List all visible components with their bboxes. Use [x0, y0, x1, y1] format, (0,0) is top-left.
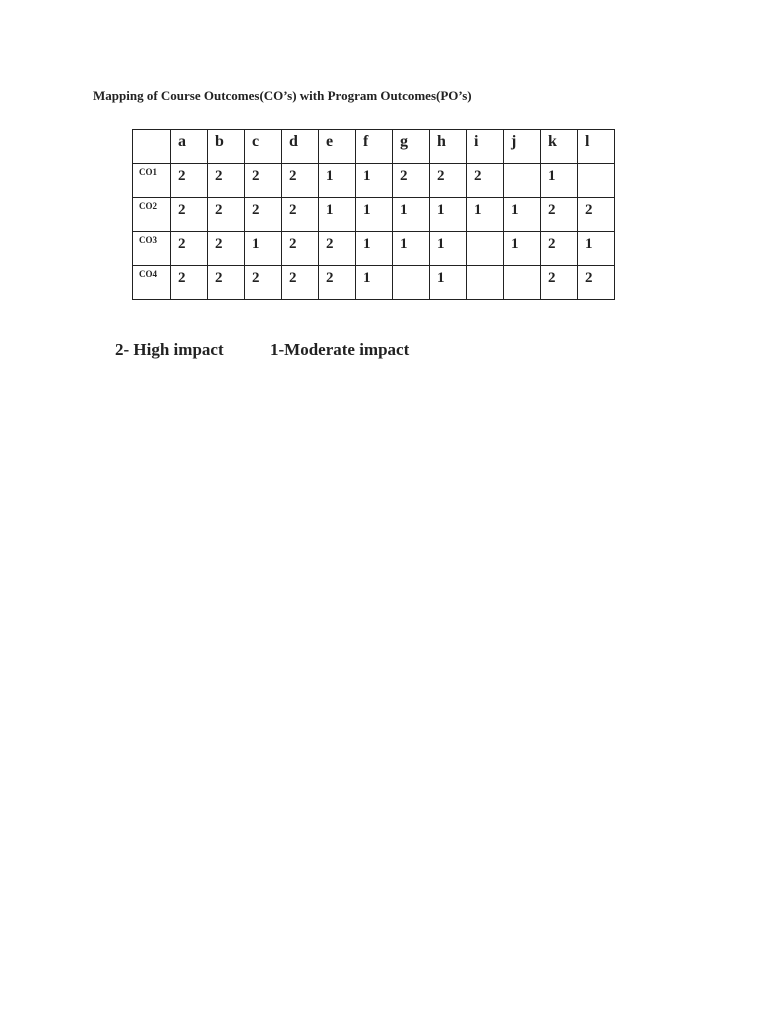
table-cell: 1	[504, 198, 541, 232]
table-cell: 2	[541, 232, 578, 266]
table-cell	[504, 164, 541, 198]
table-row	[133, 232, 615, 266]
table-cell: 2	[282, 266, 319, 300]
table-cell: 1	[430, 232, 467, 266]
table-cell: 1	[356, 232, 393, 266]
column-header: i	[467, 130, 504, 164]
table-cell: 2	[171, 164, 208, 198]
table-cell: 2	[430, 164, 467, 198]
table-cell: 2	[208, 266, 245, 300]
table-cell: 2	[171, 266, 208, 300]
column-header: d	[282, 130, 319, 164]
table-cell: 2	[282, 164, 319, 198]
column-header: k	[541, 130, 578, 164]
table-cell: 2	[208, 164, 245, 198]
row-label: CO2	[133, 198, 171, 232]
row-label: CO3	[133, 232, 171, 266]
column-header: a	[171, 130, 208, 164]
table-cell: 2	[541, 266, 578, 300]
table-row	[133, 266, 615, 300]
table-cell: 1	[356, 164, 393, 198]
table-cell: 1	[356, 198, 393, 232]
table-cell: 2	[282, 198, 319, 232]
table-cell: 1	[467, 198, 504, 232]
table-cell: 2	[245, 164, 282, 198]
column-header: l	[578, 130, 615, 164]
table-cell: 2	[541, 198, 578, 232]
table-cell: 2	[208, 232, 245, 266]
table-cell: 2	[578, 198, 615, 232]
table-cell: 1	[319, 164, 356, 198]
table-row	[133, 164, 615, 198]
table-cell: 2	[282, 232, 319, 266]
table-cell: 2	[319, 266, 356, 300]
table-row	[133, 198, 615, 232]
legend-high-impact: 2- High impact	[115, 340, 224, 359]
mapping-table-body	[133, 130, 615, 300]
table-cell: 1	[504, 232, 541, 266]
table-cell: 1	[393, 232, 430, 266]
table-cell	[393, 266, 430, 300]
column-header: b	[208, 130, 245, 164]
table-cell: 2	[467, 164, 504, 198]
corner-cell	[133, 130, 171, 164]
table-cell: 2	[245, 266, 282, 300]
row-label: CO1	[133, 164, 171, 198]
column-header: e	[319, 130, 356, 164]
table-cell: 2	[171, 232, 208, 266]
column-header: h	[430, 130, 467, 164]
table-cell: 1	[430, 198, 467, 232]
table-cell	[467, 232, 504, 266]
table-cell: 2	[245, 198, 282, 232]
table-cell: 1	[578, 232, 615, 266]
table-cell: 2	[578, 266, 615, 300]
table-cell: 1	[356, 266, 393, 300]
table-cell	[504, 266, 541, 300]
table-cell	[578, 164, 615, 198]
column-header: f	[356, 130, 393, 164]
table-cell: 2	[393, 164, 430, 198]
document-title: Mapping of Course Outcomes(CO’s) with Program Outcomes(PO’s)	[93, 88, 472, 103]
table-cell: 1	[541, 164, 578, 198]
table-cell: 2	[208, 198, 245, 232]
header-row	[133, 130, 615, 164]
table-cell: 2	[171, 198, 208, 232]
table-cell	[467, 266, 504, 300]
column-header: g	[393, 130, 430, 164]
table-cell: 1	[245, 232, 282, 266]
legend-moderate-impact: 1-Moderate impact	[270, 340, 410, 359]
table-cell: 1	[319, 198, 356, 232]
column-header: c	[245, 130, 282, 164]
row-label: CO4	[133, 266, 171, 300]
co-po-mapping-table	[132, 129, 615, 300]
column-header: j	[504, 130, 541, 164]
table-cell: 2	[319, 232, 356, 266]
table-cell: 1	[393, 198, 430, 232]
table-cell: 1	[430, 266, 467, 300]
